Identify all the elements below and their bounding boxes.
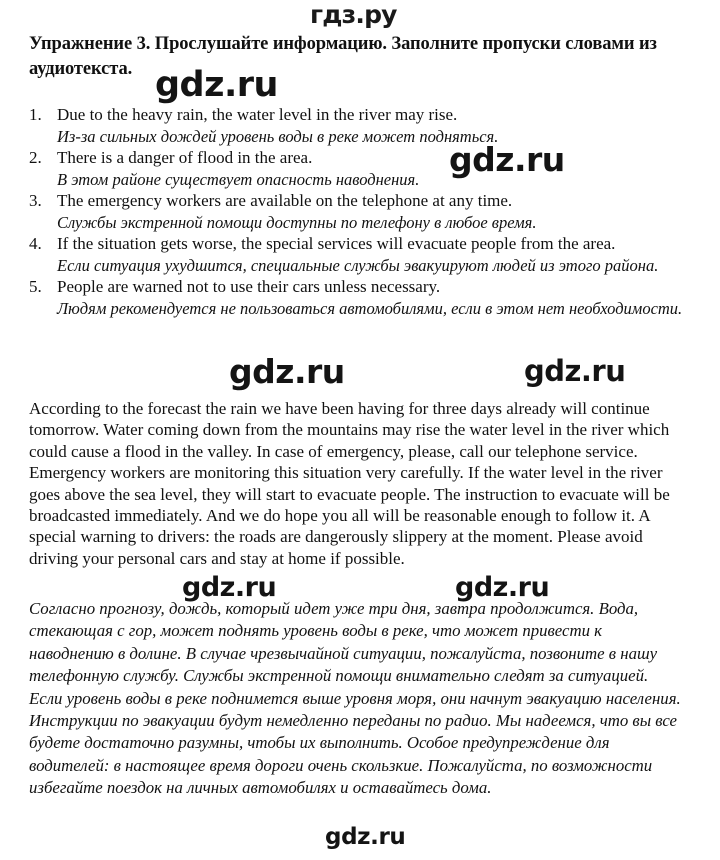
list-item-body (57, 190, 684, 233)
list-item (29, 147, 684, 190)
sentence-russian: Если ситуация ухудшится, специальные службы эвакуируют людей из этого района. (57, 255, 659, 275)
site-watermark-footer: gdz.ru (325, 824, 406, 850)
site-watermark-header: гдз.ру (310, 0, 397, 29)
sentence-english: There is a danger of flood in the area. (57, 148, 313, 167)
site-watermark: gdz.ru (449, 140, 565, 179)
sentence-english: Due to the heavy rain, the water level in the river may rise. (57, 105, 458, 124)
audio-text-russian: Согласно прогнозу, дождь, который идет уже три дня, завтра продолжится. Вода, стекающая с гор, может поднять уровень воды в реке, что может привести к наводнению в долине. В случае чрезвычайной ситуации, пожалуйста, позвоните в нашу телефонную службу. Службы экстренной помощи внимательно следят за ситуацией. Если уровень воды в реке поднимется выше уровня моря, они начнут эвакуацию населения. Инструкции по эвакуации будут немедленно переданы по радио. Мы надеемся, что вы все будете достаточно разумны, чтобы их выполнить. Особое предупреждение для водителей: в настоящее время дороги очень скользкие. Пожалуйста, по возможности избегайте поездок на личных автомобилях и оставайтесь дома. (29, 599, 681, 798)
sentence-russian: В этом районе существует опасность наводнения. (57, 169, 420, 189)
list-item-body (57, 147, 684, 190)
sentence-russian: Людям рекомендуется не пользоваться автомобилями, если в этом нет необходимости. (57, 298, 683, 318)
list-item (29, 104, 684, 147)
list-item-body (57, 276, 684, 319)
list-item-number: 3. (29, 191, 42, 210)
list-item-number: 2. (29, 148, 42, 167)
site-watermark: gdz.ru (455, 572, 550, 603)
sentence-english: If the situation gets worse, the special services will evacuate people from the area. (57, 234, 616, 253)
answers-list (29, 104, 684, 319)
list-item (29, 233, 684, 276)
sentence-english: People are warned not to use their cars unless necessary. (57, 277, 441, 296)
site-watermark: gdz.ru (155, 65, 278, 105)
audio-text-english: According to the forecast the rain we have been having for three days already will continue tomorrow. Water coming down from the mountains may rise the water level in the river which could cause a flood in the valley. In case of emergency, please, call our telephone service. Emergency workers are monitoring this situation very carefully. If the water level in the river goes above the sea level, they will start to evacuate people. The instruction to evacuate will be broadcasted immediately. And we do hope you all will be reasonable enough to follow it. A special warning to drivers: the roads are dangerously slippery at the moment. Please avoid driving your personal cars and stay at home if possible. (29, 399, 670, 568)
site-watermark: gdz.ru (182, 572, 277, 603)
site-watermark: gdz.ru (524, 354, 626, 388)
page-title: Упражнение 3. Прослушайте информацию. Заполните пропуски словами из аудиотекста. (29, 34, 657, 79)
list-item-number: 4. (29, 234, 42, 253)
list-item (29, 190, 684, 233)
sentence-russian: Из-за сильных дождей уровень воды в реке может подняться. (57, 126, 499, 146)
sentence-english: The emergency workers are available on the telephone at any time. (57, 191, 513, 210)
site-watermark: gdz.ru (229, 352, 345, 391)
list-item-number: 5. (29, 277, 42, 296)
list-item (29, 276, 684, 319)
sentence-russian: Службы экстренной помощи доступны по телефону в любое время. (57, 212, 537, 232)
list-item-body (57, 233, 684, 276)
list-item-body (57, 104, 684, 147)
list-item-number: 1. (29, 105, 42, 124)
